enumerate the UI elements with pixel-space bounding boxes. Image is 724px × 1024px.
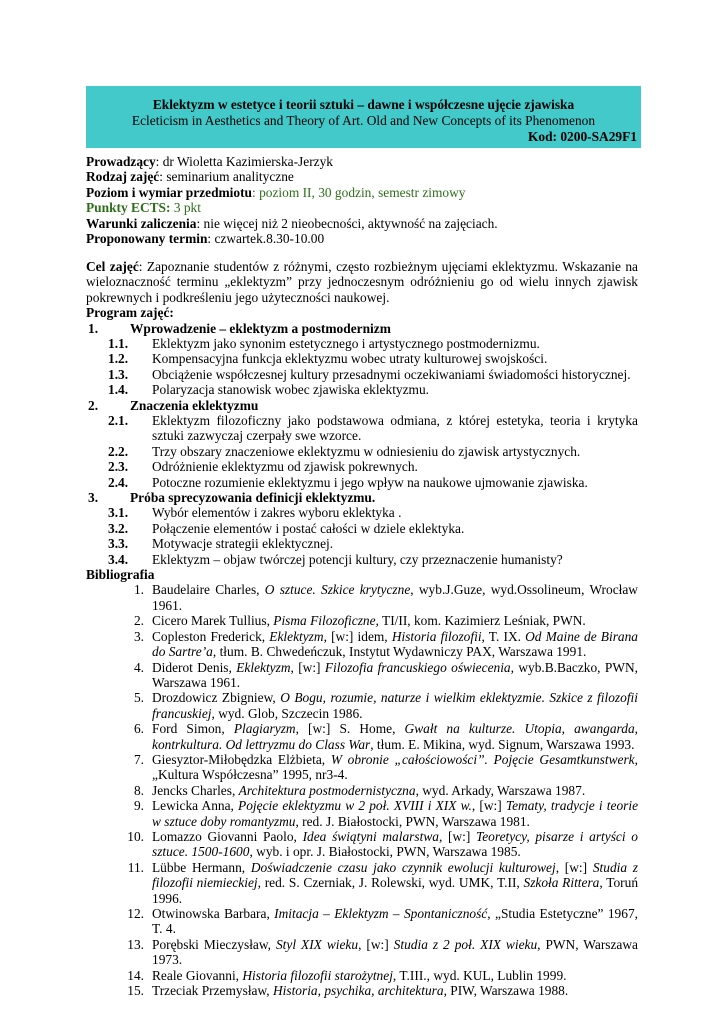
bibliography-text: [152, 906, 638, 937]
bibliography-title-part: Gwałt na kulturze. Utopia, awangarda, kontrkultura. Od lettryzmu do Class War: [152, 721, 638, 752]
bibliography-number: 7.: [133, 751, 144, 767]
item-text: Polaryzacja stanowisk wobec zjawiska eklektyzmu.: [152, 382, 430, 398]
bibliography-text-part: Reale Giovanni,: [152, 967, 243, 983]
level-value: : poziom II, 30 godzin, semestr zimowy: [252, 184, 466, 200]
course-title-pl: Eklektyzm w estetyce i teorii sztuki – dawne i współczesne ujęcie zjawiska: [152, 97, 575, 112]
program-item: [86, 505, 638, 520]
bibliography-text-part: , wyd. Arkady, Warszawa 1987.: [415, 782, 586, 798]
bibliography-text-part: , T. IX.: [481, 628, 526, 644]
bibliography-text-part: , [w:] S. Home,: [295, 721, 405, 737]
bibliography-number: 10.: [127, 828, 144, 844]
instructor-value: : dr Wioletta Kazimierska-Jerzyk: [155, 154, 333, 169]
section-title: Znaczenia eklektyzmu: [130, 397, 259, 413]
program-item: [86, 521, 638, 536]
bibliography-text: [152, 582, 638, 613]
program-item: [86, 367, 638, 382]
item-text: Połączenie elementów i postać całości w dziele eklektyka.: [152, 520, 465, 536]
bibliography-text-part: , PIW, Warszawa 1988.: [443, 983, 569, 999]
bibliography-text-part: , wyb. i opr. J. Białostocki, PWN, Warszawa 1985.: [249, 844, 521, 860]
bibliography-item: [86, 983, 638, 998]
program-title: Program zajęć:: [86, 305, 174, 321]
bibliography-title-part: W obronie „całościowości”. Pojęcie Gesamtkunstwerk: [330, 751, 635, 767]
type-line: [86, 169, 641, 184]
program-item: [86, 351, 638, 366]
bibliography-title-part: Pisma Filozoficzne,: [273, 613, 379, 629]
course-code: Kod: 0200-SA29F1: [528, 129, 637, 144]
item-number: 2.2.: [108, 443, 129, 459]
bibliography-text: [152, 660, 638, 691]
program-item: [86, 382, 638, 397]
ects-value: 3 pkt: [170, 200, 201, 216]
program-item: [86, 475, 638, 490]
program-item: [86, 336, 638, 351]
program-item: [86, 413, 638, 444]
bibliography-item: [86, 937, 638, 968]
bibliography-text-part: , wyb.J.Guze, wyd.Ossolineum, Wrocław 1961.: [152, 582, 638, 613]
program-section: [86, 398, 638, 413]
program-item: [86, 444, 638, 459]
item-number: 1.2.: [108, 351, 129, 367]
program-section: [86, 490, 638, 505]
bibliography-item: [86, 629, 638, 660]
section-number: 2.: [88, 397, 99, 413]
bibliography-text-part: wyb.B.Baczko, PWN, Warszawa 1961.: [152, 659, 638, 690]
bibliography-item: [86, 582, 638, 613]
item-number: 1.3.: [108, 366, 129, 382]
bibliography-number: 4.: [133, 659, 144, 675]
bibliography-title-part: Tematy, tradycje i teorie w sztuce doby romantyzmu: [152, 798, 639, 829]
bibliography-number: 14.: [127, 967, 144, 983]
item-text: Eklektyzm filozoficzny jako podstawowa odmiana, z której estetyka, teoria i krytyka sztuki zazwyczaj czerpały swe wzorce.: [152, 413, 638, 444]
bibliography-item: [86, 721, 638, 752]
item-number: 2.3.: [108, 459, 129, 475]
bibliography-text: [152, 829, 638, 860]
bibliography-text-part: , wyd. Glob, Szczecin 1986.: [211, 705, 363, 721]
program-section: [86, 321, 638, 336]
item-text: Obciążenie współczesnej kultury przesadnymi oczekiwaniami świadomości historycznej.: [152, 366, 631, 382]
bibliography-title-part: Studia z filozofii niemieckiej: [152, 859, 638, 891]
bibliography-item: [86, 906, 638, 937]
bibliography-number: 5.: [133, 690, 144, 706]
item-number: 3.4.: [108, 551, 129, 567]
bibliography-text-part: , [w:]: [438, 828, 476, 844]
item-text: Trzy obszary znaczeniowe eklektyzmu w odniesieniu do zjawisk artystycznych.: [152, 443, 581, 459]
bibliography-text: [152, 983, 638, 998]
bibliography-number: 3.: [133, 628, 144, 644]
bibliography-title-part: Imitacja – Eklektyzm – Spontaniczność: [274, 906, 488, 922]
program-list: [86, 321, 638, 567]
program-item: [86, 552, 638, 567]
bibliography-number: 15.: [127, 983, 144, 999]
program-item: [86, 536, 638, 551]
bibliography-text: [152, 721, 638, 752]
course-meta: [86, 154, 641, 246]
bibliography-text: [152, 937, 638, 968]
item-number: 3.3.: [108, 536, 129, 552]
bibliography-text: [152, 752, 638, 783]
bibliography-number: 8.: [133, 782, 144, 798]
goal-label: Cel zajęć: [86, 259, 139, 274]
item-text: Eklektyzm jako synonim estetycznego i artystycznego postmodernizmu.: [152, 336, 540, 352]
bibliography-title-part: Od Maine de Birana do Sartre’a: [152, 628, 638, 660]
bibliography-title: Bibliografia: [86, 567, 155, 583]
bibliography-text-part: , red. S. Czerniak, J. Rolewski, wyd. UMK, T.II,: [257, 875, 524, 891]
item-number: 2.4.: [108, 474, 129, 490]
bibliography-title-part: Pojęcie eklektyzmu w 2 poł. XVIII i XIX w.: [238, 798, 472, 814]
bibliography-text-part: Lewicka Anna,: [152, 798, 239, 814]
pass-value: : nie więcej niż 2 nieobecności, aktywność na zajęciach.: [196, 215, 498, 231]
bibliography-text: [152, 968, 638, 983]
bibliography-text: [152, 613, 638, 628]
course-body: [86, 259, 638, 998]
level-label: Poziom i wymiar przedmiotu: [86, 184, 252, 200]
course-header: [86, 86, 641, 148]
bibliography-title-part: Styl XIX wieku: [275, 936, 359, 952]
bibliography-item: [86, 752, 638, 783]
bibliography-text: [152, 783, 638, 798]
bibliography-text-part: , tłum. E. Mikina, wyd. Signum, Warszawa 1993.: [370, 736, 635, 752]
bibliography-text: [152, 629, 638, 660]
bibliography-text-part: , tłum. B. Chwedeńczuk, Instytut Wydawniczy PAX, Warszawa 1991.: [212, 644, 587, 660]
course-goal: [86, 259, 638, 305]
bibliography-number: 12.: [127, 906, 144, 922]
bibliography-title-part: Plagiaryzm: [233, 721, 296, 737]
item-number: 3.2.: [108, 520, 129, 536]
pass-line: [86, 216, 641, 231]
bibliography-title-part: , Eklektyzm: [228, 659, 291, 675]
item-number: 1.1.: [108, 336, 129, 352]
bibliography-text-part: Giesyztor-Miłobędzka Elżbieta,: [152, 751, 331, 767]
bibliography-title-part: Filozofia francuskiego oświecenia,: [324, 659, 514, 675]
item-text: Kompensacyjna funkcja eklektyzmu wobec utraty kulturowej swojskości.: [152, 351, 548, 367]
instructor-label: Prowadzący: [86, 154, 156, 169]
bibliography-number: 2.: [133, 613, 144, 629]
bibliography-item: [86, 690, 638, 721]
term-value: : czwartek.8.30-10.00: [207, 231, 325, 247]
bibliography-text-part: Jencks Charles,: [152, 782, 239, 798]
bibliography-text-part: , „Studia Estetyczne” 1967, T. 4.: [152, 906, 638, 937]
ects-label: Punkty ECTS:: [86, 200, 171, 216]
bibliography-text-part: Trzeciak Przemysław,: [152, 983, 273, 999]
section-title: Wprowadzenie – eklektyzm a postmodernizm: [130, 320, 391, 336]
section-number: 1.: [88, 320, 99, 336]
bibliography-text-part: , T.III., wyd. KUL, Lublin 1999.: [392, 967, 567, 983]
bibliography-title-part: Idea świątyni malarstwa: [302, 828, 439, 844]
bibliography-title-part: O sztuce. Szkice krytyczne: [264, 582, 411, 598]
bibliography-text-part: Baudelaire Charles,: [152, 582, 265, 598]
bibliography-title-part: Doświadczenie czasu jako czynnik ewolucji kulturowej: [250, 859, 556, 875]
ects-line: [86, 200, 641, 215]
pass-label: Warunki zaliczenia: [86, 215, 197, 231]
bibliography-item: [86, 613, 638, 628]
bibliography-text: [152, 860, 638, 906]
bibliography-text-part: TI/II, kom. Kazimierz Leśniak, PWN.: [378, 613, 586, 629]
bibliography-title-part: Historia filozofii starożytnej: [242, 967, 393, 983]
item-text: Motywacje strategii eklektycznej.: [152, 536, 334, 552]
item-text: Wybór elementów i zakres wyboru eklektyka .: [152, 505, 402, 521]
bibliography-text-part: Cicero Marek Tullius,: [152, 613, 274, 629]
program-item: [86, 459, 638, 474]
item-text: Eklektyzm – objaw twórczej potencji kultury, czy przeznaczenie humanisty?: [152, 551, 563, 567]
bibliography-text-part: Porębski Mieczysław,: [152, 936, 276, 952]
term-label: Proponowany termin: [86, 231, 208, 247]
bibliography-text-part: Drozdowicz Zbigniew,: [152, 690, 281, 706]
item-number: 3.1.: [108, 505, 129, 521]
bibliography-title-part: Studia z 2 poł. XIX wieku: [393, 936, 538, 952]
bibliography-title-part: Eklektyzm: [269, 628, 324, 644]
bibliography-item: [86, 860, 638, 906]
bibliography-text-part: , Toruń 1996.: [152, 875, 639, 906]
item-number: 1.4.: [108, 382, 129, 398]
bibliography-text-part: , „Kultura Współczesna” 1995, nr3-4.: [152, 751, 638, 783]
bibliography-number: 11.: [127, 859, 144, 875]
section-title: Próba sprecyzowania definicji eklektyzmu.: [130, 490, 376, 506]
instructor-line: [86, 154, 641, 169]
bibliography-text: [152, 798, 638, 829]
bibliography-text-part: , PWN, Warszawa 1973.: [152, 936, 638, 968]
bibliography-text-part: , [w:]: [358, 936, 394, 952]
bibliography-text-part: Lübbe Hermann,: [152, 859, 251, 875]
bibliography-text-part: Diderot Denis: [152, 659, 229, 675]
bibliography-title-part: Historia, psychika, architektura: [272, 983, 444, 999]
bibliography-text-part: Lomazzo Giovanni Paolo,: [152, 828, 303, 844]
bibliography-text-part: , [w:]: [290, 659, 325, 675]
bibliography-item: [86, 829, 638, 860]
bibliography-text-part: , [w:]: [555, 859, 593, 875]
bibliography-title-part: Historia filozofii: [391, 628, 482, 644]
bibliography-number: 1.: [133, 582, 144, 598]
bibliography-text-part: Otwinowska Barbara,: [152, 906, 275, 922]
section-number: 3.: [88, 490, 99, 506]
type-value: : seminarium analityczne: [159, 169, 294, 185]
bibliography-title-part: Architektura postmodernistyczna: [238, 782, 416, 798]
goal-text: : Zapoznanie studentów z różnymi, często rozbieżnym ujęciami eklektyzmu. Wskazanie na wieloznaczność terminu „eklektyzm” przy jednoczesnym odróżnieniu go od wielu innych zjawisk pokrewnych i podkreśleniu jego użyteczności naukowej.: [86, 259, 639, 305]
bibliography-title-part: Szkoła Rittera: [523, 875, 600, 891]
bibliography-item: [86, 783, 638, 798]
bibliography-text-part: Copleston Frederick,: [152, 628, 270, 644]
bibliography-title-part: Teoretycy, pisarze i artyści o sztuce. 1500-1600: [152, 828, 638, 860]
bibliography-list: [86, 582, 638, 998]
bibliography-text-part: , [w:]: [471, 798, 506, 814]
item-number: 2.1.: [108, 413, 129, 429]
level-line: [86, 185, 641, 200]
bibliography-number: 6.: [133, 721, 144, 737]
bibliography-text-part: , red. J. Białostocki, PWN, Warszawa 1981.: [295, 813, 530, 829]
term-line: [86, 231, 641, 246]
bibliography-item: [86, 798, 638, 829]
item-text: Potoczne rozumienie eklektyzmu i jego wpływ na naukowe ujmowanie zjawiska.: [152, 474, 588, 490]
type-label: Rodzaj zajęć: [86, 169, 160, 185]
bibliography-text-part: Ford Simon,: [152, 721, 234, 737]
bibliography-title-part: O Bogu, rozumie, naturze i wielkim eklektyzmie. Szkice z filozofii francuskiej: [152, 690, 638, 721]
bibliography-number: 13.: [127, 936, 144, 952]
bibliography-text-part: , [w:] idem,: [323, 628, 392, 644]
item-text: Odróżnienie eklektyzmu od zjawisk pokrewnych.: [152, 459, 418, 475]
bibliography-number: 9.: [133, 798, 144, 814]
bibliography-text: [152, 690, 638, 721]
bibliography-item: [86, 660, 638, 691]
bibliography-item: [86, 968, 638, 983]
course-title-en: Ecleticism in Aesthetics and Theory of Art. Old and New Concepts of its Phenomenon: [131, 113, 596, 128]
